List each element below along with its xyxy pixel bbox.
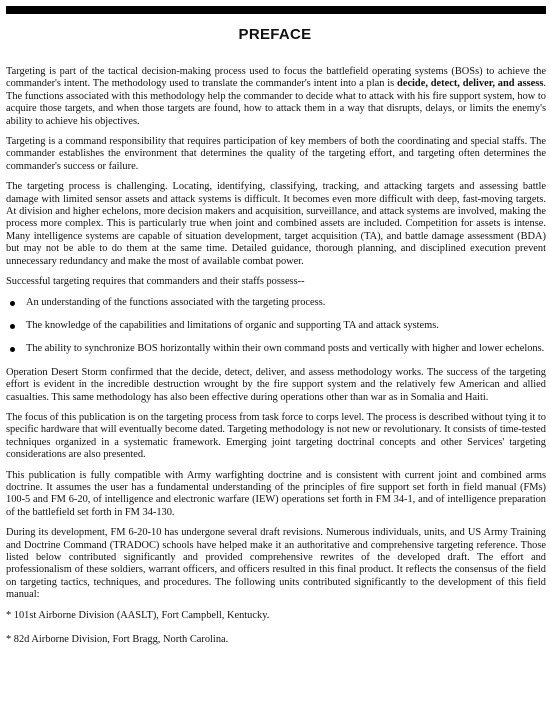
list-item-text: An understanding of the functions associated with the targeting process. [26, 296, 326, 308]
header-rule [6, 6, 546, 14]
bullet-icon [10, 324, 15, 329]
paragraph-desert-storm: Operation Desert Storm confirmed that the decide, detect, deliver, and assess methodology works. The success of the targeting effort is evident in the incredible destruction wrought by the fire support system and the relatively few American and allied casualties. This same methodology has also been effective during operations other than war as in Somalia and Haiti. [6, 366, 546, 403]
page-title: PREFACE [238, 26, 312, 43]
bullet-icon [10, 301, 15, 306]
contributing-units-list [6, 610, 546, 647]
paragraph-intro [6, 66, 546, 128]
paragraph-text: . The functions associated with this methodology help the commander to decide what to attack with his fire support system, how to acquire those targets, and when those targets are found, how to attack them in a way that disrupts, delays, or limits the enemy's ability to achieve his objectives. [6, 78, 546, 127]
list-item: * 82d Airborne Division, Fort Bragg, North Carolina. [6, 634, 229, 646]
paragraph-compatibility: This publication is fully compatible with Army warfighting doctrine and is consistent with current joint and combined arms doctrine. It assumes the user has a fundamental understanding of the principles of fire support set forth in field manual (FMs) 100-5 and FM 6-20, of intelligence and electronic warfare (IEW) operations set forth in FM 34-1, and of intelligence preparation of the battlefield set forth in FM 34-130. [6, 469, 546, 518]
paragraph-targeting-challenge: The targeting process is challenging. Locating, identifying, classifying, tracking, and attacking targets and assessing battle damage with limited sensor assets and attack systems is difficult. It becomes even more difficult with deep, fast-moving targets. At division and higher echelons, more decision makers and acquisition, surveillance, and attack systems are involved, making the process more complex. This is particularly true when joint and combined assets are included. Competition for assets is intense. Many intelligence systems are capable of situation development, target acquisition (TA), and battle damage assessment (BDA) but may not be able to do them at the same time. Detailed guidance, thorough planning, and disciplined execution prevent unnecessary redundancy and make the most of available combat power. [6, 181, 546, 267]
paragraph-requirements: Successful targeting requires that commanders and their staffs possess-- [6, 276, 305, 288]
list-item-text: The knowledge of the capabilities and limitations of organic and supporting TA and attack systems. [26, 319, 439, 331]
methodology-emphasis: decide, detect, deliver, and assess [397, 78, 544, 90]
list-item: * 101st Airborne Division (AASLT), Fort Campbell, Kentucky. [6, 609, 270, 621]
paragraph-text: Targeting is part of the tactical decision-making process used to focus the battlefield operating systems (BOSs) to achieve the commander's intent. The methodology used to translate the commander's intent into a plan is [6, 66, 546, 90]
requirements-list [6, 297, 546, 356]
document-body [6, 66, 546, 658]
list-item [6, 343, 546, 355]
list-item [6, 320, 546, 332]
paragraph-command-responsibility: Targeting is a command responsibility that requires participation of key members of both the coordinating and special staffs. The commander establishes the environment that determines the quality of the targeting effort, and targeting often determines the commander's success or failure. [6, 136, 546, 172]
paragraph-development: During its development, FM 6-20-10 has undergone several draft revisions. Numerous individuals, units, and US Army Training and Doctrine Command (TRADOC) schools have helped make it an authoritative and comprehensive targeting reference. Those listed below contributed significantly and provided comprehensive rewrites of the developed draft. The effort and professionalism of these soldiers, warrant officers, and officers resulted in this final product. It reflects the consensus of the field on targeting tactics, techniques, and procedures. The following units contributed significantly to the development of this field manual: [6, 527, 546, 601]
bullet-icon [10, 347, 15, 352]
list-item-text: The ability to synchronize BOS horizontally within their own command posts and vertically with higher and lower echelons. [26, 343, 545, 355]
paragraph-focus: The focus of this publication is on the targeting process from task force to corps level. The process is described without tying it to specific hardware that will eventually become dated. Targeting methodology is not new or revolutionary. It consists of time-tested techniques organized in a systematic framework. Emerging joint targeting doctrinal concepts and other Services' targeting considerations are also presented. [6, 411, 546, 461]
list-item [6, 297, 546, 309]
